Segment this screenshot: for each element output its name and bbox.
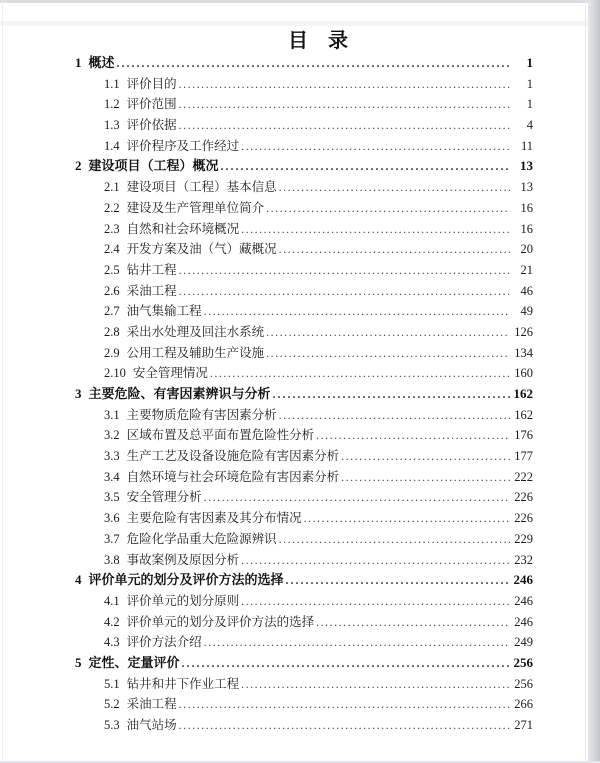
toc-entry-page: 13 xyxy=(520,158,533,174)
dot-leader xyxy=(279,177,510,198)
dot-leader xyxy=(204,632,510,653)
toc-entry-page: 229 xyxy=(514,531,533,546)
toc-entry-number: 2.10 xyxy=(104,366,126,381)
toc-entry-title: 评价方法介绍 xyxy=(126,635,202,650)
toc-entry xyxy=(0,446,600,467)
toc-entry-number: 2.8 xyxy=(104,324,120,339)
dot-leader xyxy=(221,156,510,177)
dot-leader xyxy=(179,74,510,95)
toc-entry-number: 4.1 xyxy=(104,593,120,608)
toc-entry xyxy=(0,425,600,446)
toc-entry xyxy=(0,115,600,136)
toc-entry-title: 评价程序及工作经过 xyxy=(126,138,240,153)
toc-entry xyxy=(0,53,600,74)
toc-entry-number: 2.7 xyxy=(104,304,120,319)
toc-entry-title: 油气集输工程 xyxy=(126,304,202,319)
toc-entry xyxy=(0,94,600,115)
dot-leader xyxy=(286,570,510,591)
toc-entry-page: 11 xyxy=(520,138,533,153)
toc-entry-page: 232 xyxy=(514,552,533,567)
toc-entry-number: 3.6 xyxy=(104,511,120,526)
toc-entry-number: 2 xyxy=(75,158,82,174)
toc-entry-page: 21 xyxy=(520,262,533,277)
toc-entry xyxy=(0,715,600,736)
toc-entry-page: 16 xyxy=(520,221,533,236)
toc-entry xyxy=(0,487,600,508)
toc-entry-title: 公用工程及辅助生产设施 xyxy=(126,345,265,360)
toc-entry-page: 162 xyxy=(514,407,533,422)
toc-entry-title: 油气站场 xyxy=(126,718,177,732)
dot-leader xyxy=(204,301,510,322)
dot-leader xyxy=(210,363,510,384)
toc-entry-title: 自然环境与社会环境危险有害因素分析 xyxy=(126,469,340,484)
dot-leader xyxy=(266,198,510,219)
toc-entry-number: 1.1 xyxy=(104,76,120,91)
toc-entry-number: 1.3 xyxy=(104,118,120,133)
dot-leader xyxy=(266,343,510,364)
toc-entry-number: 5 xyxy=(75,654,82,670)
toc-entry-number: 2.4 xyxy=(104,242,120,257)
dot-leader xyxy=(266,322,510,343)
toc-entry xyxy=(0,239,600,260)
toc-entry xyxy=(0,156,600,177)
toc-entry xyxy=(0,508,600,529)
dot-leader xyxy=(241,219,510,240)
toc-entry-number: 2.6 xyxy=(104,283,120,298)
toc-entry-page: 246 xyxy=(514,614,533,629)
toc-entry-title: 采油工程 xyxy=(126,283,177,298)
toc-entry-number: 5.3 xyxy=(104,718,120,732)
dot-leader xyxy=(204,487,510,508)
dot-leader xyxy=(241,674,510,695)
toc-entry-title: 主要物质危险有害因素分析 xyxy=(126,407,277,422)
toc-entry-title: 区域布置及总平面布置危险性分析 xyxy=(126,428,315,443)
toc-entry xyxy=(0,674,600,695)
toc-entry xyxy=(0,694,600,715)
toc-entry-number: 3.3 xyxy=(104,449,120,464)
toc-entry-page: 256 xyxy=(514,676,533,691)
toc-entry-title: 主要危险有害因素及其分布情况 xyxy=(126,511,302,526)
toc-entry-title: 评价单元的划分及评价方法的选择 xyxy=(88,572,284,588)
toc-entry-title: 建设项目（工程）基本信息 xyxy=(126,180,277,195)
toc-entry-number: 2.1 xyxy=(104,180,120,195)
toc-entry-title: 评价依据 xyxy=(126,118,177,133)
dot-leader xyxy=(279,239,510,260)
dot-leader xyxy=(304,508,510,529)
toc-entry-number: 3 xyxy=(75,386,82,401)
toc-entry xyxy=(0,570,600,591)
toc-entry-number: 5.2 xyxy=(104,697,120,712)
toc-entry xyxy=(0,591,600,612)
toc-entry-page: 1 xyxy=(526,55,533,70)
dot-leader xyxy=(117,53,510,74)
toc-entry-title: 危险化学品重大危险源辨识 xyxy=(126,531,277,546)
toc-entry xyxy=(0,198,600,219)
toc-entry-title: 评价范围 xyxy=(126,97,177,112)
toc-entry-page: 126 xyxy=(514,324,533,339)
dot-leader xyxy=(179,694,510,715)
toc-entry-title: 评价目的 xyxy=(126,76,177,91)
toc-entry-title: 自然和社会环境概况 xyxy=(126,221,240,236)
toc-entry-number: 2.2 xyxy=(104,200,120,215)
toc-entry-number: 4 xyxy=(75,572,82,588)
toc-entry xyxy=(0,74,600,95)
toc-entry xyxy=(0,405,600,426)
toc-entry-page: 134 xyxy=(514,345,533,360)
toc-entry-number: 3.4 xyxy=(104,469,120,484)
toc-entry xyxy=(0,260,600,281)
toc-entry-title: 开发方案及油（气）藏概况 xyxy=(126,242,277,257)
dot-leader xyxy=(241,550,510,571)
toc-entry-title: 采油工程 xyxy=(126,697,177,712)
toc-title: 目 录 xyxy=(288,30,348,52)
toc-entry-page: 46 xyxy=(520,283,533,298)
toc-entry-title: 建设及生产管理单位简介 xyxy=(126,200,265,215)
toc-list xyxy=(0,53,600,736)
toc-entry xyxy=(0,281,600,302)
toc-entry-number: 5.1 xyxy=(104,676,120,691)
toc-entry-title: 建设项目（工程）概况 xyxy=(88,158,219,174)
dot-leader xyxy=(179,281,510,302)
dot-leader xyxy=(241,136,510,157)
toc-entry-page: 13 xyxy=(520,180,533,195)
toc-entry xyxy=(0,384,600,405)
toc-entry-number: 2.9 xyxy=(104,345,120,360)
toc-entry-page: 160 xyxy=(514,366,533,381)
toc-entry-page: 176 xyxy=(514,428,533,443)
toc-entry xyxy=(0,467,600,488)
toc-entry-title: 事故案例及原因分析 xyxy=(126,552,240,567)
dot-leader xyxy=(179,115,510,136)
toc-entry-title: 评价单元的划分及评价方法的选择 xyxy=(126,614,315,629)
toc-entry-title: 钻井和井下作业工程 xyxy=(126,676,240,691)
toc-entry-page: 266 xyxy=(514,697,533,712)
toc-entry xyxy=(0,301,600,322)
toc-entry-page: 249 xyxy=(514,635,533,650)
toc-entry-number: 3.8 xyxy=(104,552,120,567)
toc-entry xyxy=(0,529,600,550)
toc-entry-number: 1 xyxy=(75,55,82,70)
toc-entry xyxy=(0,343,600,364)
toc-entry-page: 222 xyxy=(514,469,533,484)
toc-entry-number: 2.3 xyxy=(104,221,120,236)
toc-entry-number: 3.7 xyxy=(104,531,120,546)
toc-entry xyxy=(0,322,600,343)
dot-leader xyxy=(179,715,510,736)
toc-entry-page: 271 xyxy=(514,718,533,732)
toc-entry-page: 49 xyxy=(520,304,533,319)
dot-leader xyxy=(182,653,510,674)
toc-entry-number: 4.2 xyxy=(104,614,120,629)
toc-entry-number: 1.2 xyxy=(104,97,120,112)
toc-entry-page: 1 xyxy=(526,76,533,91)
toc-entry-title: 定性、定量评价 xyxy=(88,654,180,670)
toc-entry-page: 177 xyxy=(514,449,533,464)
toc-entry-number: 1.4 xyxy=(104,138,120,153)
toc-entry-number: 3.1 xyxy=(104,407,120,422)
toc-entry-page: 226 xyxy=(514,490,533,505)
dot-leader xyxy=(316,612,510,633)
toc-entry-page: 256 xyxy=(513,654,533,670)
toc-entry xyxy=(0,136,600,157)
dot-leader xyxy=(279,529,510,550)
toc-entry-title: 安全管理情况 xyxy=(132,366,208,381)
toc-entry-page: 1 xyxy=(526,97,533,112)
dot-leader xyxy=(179,94,510,115)
toc-entry-title: 主要危险、有害因素辨识与分析 xyxy=(88,386,271,401)
toc-entry-page: 162 xyxy=(513,386,533,401)
dot-leader xyxy=(279,405,510,426)
toc-entry-title: 安全管理分析 xyxy=(126,490,202,505)
toc-entry-page: 16 xyxy=(520,200,533,215)
dot-leader xyxy=(179,260,510,281)
dot-leader xyxy=(241,591,510,612)
dot-leader xyxy=(316,425,510,446)
toc-entry-page: 246 xyxy=(513,572,533,588)
dot-leader xyxy=(341,467,510,488)
toc-entry-page: 246 xyxy=(514,593,533,608)
toc-entry-number: 3.5 xyxy=(104,490,120,505)
dot-leader xyxy=(273,384,510,405)
toc-entry-title: 钻井工程 xyxy=(126,262,177,277)
toc-entry-title: 评价单元的划分原则 xyxy=(126,593,240,608)
toc-entry xyxy=(0,612,600,633)
toc-entry-page: 226 xyxy=(514,511,533,526)
toc-entry xyxy=(0,219,600,240)
toc-entry-number: 2.5 xyxy=(104,262,120,277)
toc-entry xyxy=(0,177,600,198)
toc-entry-title: 生产工艺及设备设施危险有害因素分析 xyxy=(126,449,340,464)
toc-entry xyxy=(0,632,600,653)
toc-entry xyxy=(0,550,600,571)
toc-entry-page: 20 xyxy=(520,242,533,257)
toc-entry xyxy=(0,653,600,674)
toc-entry-number: 3.2 xyxy=(104,428,120,443)
toc-entry xyxy=(0,363,600,384)
scan-edge-top xyxy=(0,0,600,3)
toc-entry-page: 4 xyxy=(526,118,533,133)
toc-entry-title: 采出水处理及回注水系统 xyxy=(126,324,265,339)
toc-entry-number: 4.3 xyxy=(104,635,120,650)
toc-entry-title: 概述 xyxy=(88,55,115,70)
dot-leader xyxy=(341,446,510,467)
